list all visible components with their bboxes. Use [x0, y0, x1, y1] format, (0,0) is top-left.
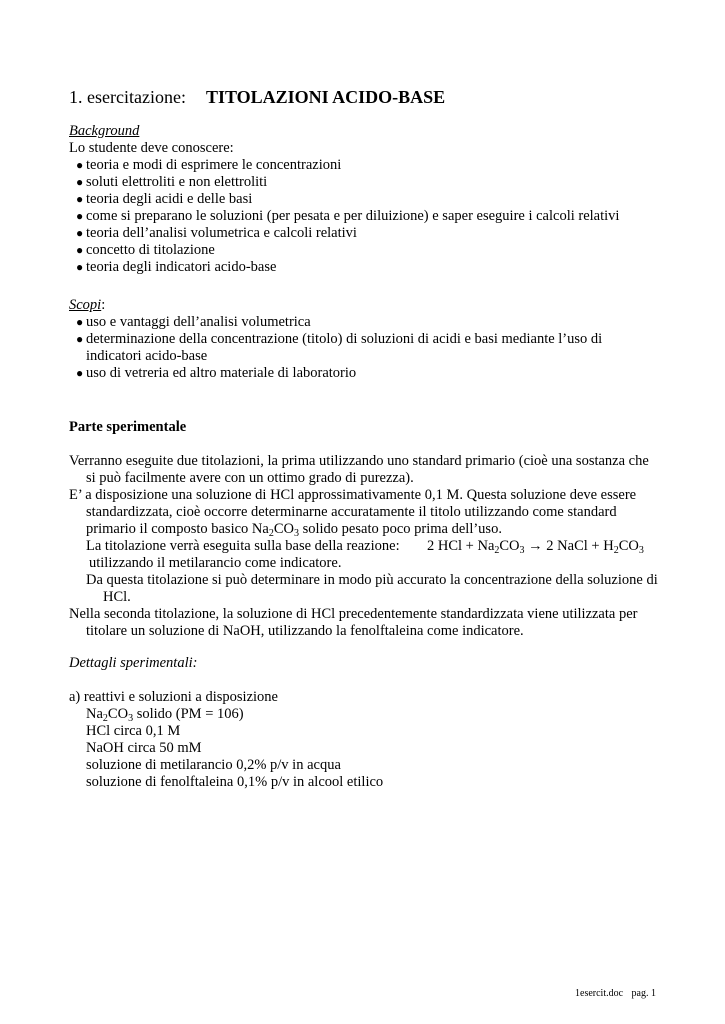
scopi-heading: Scopi: [69, 297, 106, 313]
background-section [69, 123, 669, 276]
reaction-intro: La titolazione verrà eseguita sulla base della reazione: [86, 538, 400, 554]
paragraph-2: E’ a disposizione una soluzione di HCl approssimativamente 0,1 M. Questa soluzione deve essere standardizzata, cioè occorre determinarne accuratamente il titolo utilizzando come standard primario il composto basico $Na_2CO_3$ solido pesato poco prima dell’uso. [69, 487, 637, 539]
list-item: ● teoria dell’analisi volumetrica e calcoli relativi [76, 225, 357, 241]
list-item: ● concetto di titolazione [76, 242, 215, 258]
reaction-line [69, 538, 659, 555]
arrow-icon: → [524, 538, 547, 554]
background-intro: Lo studente deve conoscere: [69, 140, 234, 156]
parte-heading: Parte sperimentale [69, 419, 187, 435]
scopi-section [69, 297, 669, 382]
page-footer [575, 985, 656, 1002]
dettagli-heading-block [69, 655, 669, 672]
bullet-icon: ● [76, 243, 84, 257]
reagent-item: $Na_2CO_3$ solido (PM = 106) [86, 706, 244, 724]
list-item: ● determinazione della concentrazione (titolo) di soluzioni di acidi e basi mediante l’uso di indicatori acido-base [76, 331, 603, 364]
list-item: ● uso di vetreria ed altro materiale di laboratorio [76, 365, 357, 381]
bullet-icon: ● [76, 209, 84, 223]
reagent-item: HCl circa 0,1 M [86, 723, 181, 739]
dettagli-heading: Dettagli sperimentali: [69, 655, 198, 671]
list-item: ● uso e vantaggi dell’analisi volumetrica [76, 314, 311, 330]
reaction-indicator: utilizzando il metilarancio come indicatore. [89, 555, 342, 571]
bullet-icon: ● [76, 192, 84, 206]
list-item: ● teoria e modi di esprimere le concentrazioni [76, 157, 342, 173]
paragraph-1: Verranno eseguite due titolazioni, la prima utilizzando uno standard primario (cioè una sostanza che si può facilmente avere con un ottimo grado di purezza). [69, 453, 649, 486]
bullet-icon: ● [76, 332, 84, 346]
bullet-icon: ● [76, 158, 84, 172]
reagent-item: soluzione di fenolftaleina 0,1% p/v in alcool etilico [86, 774, 384, 790]
page-title [69, 86, 445, 108]
footer-filename: 1esercit.doc [575, 988, 624, 999]
reagent-item: NaOH circa 50 mM [86, 740, 202, 756]
bullet-icon: ● [76, 175, 84, 189]
paragraph-4: Da questa titolazione si può determinare in modo più accurato la concentrazione della soluzione di HCl. [86, 572, 658, 605]
reagent-item: soluzione di metilarancio 0,2% p/v in acqua [86, 757, 341, 773]
paragraph-5: Nella seconda titolazione, la soluzione di HCl precedentemente standardizzata viene utilizzata per titolare un soluzione di NaOH, utilizzando la fenolftaleina come indicatore. [69, 606, 638, 639]
list-item: ● teoria degli acidi e delle basi [76, 191, 253, 207]
list-item: ● come si preparano le soluzioni (per pesata e per diluizione) e saper eseguire i calcoli relativi [76, 208, 620, 224]
footer-page-number: pag. 1 [631, 988, 656, 999]
background-list [69, 157, 669, 276]
bullet-icon: ● [76, 226, 84, 240]
background-heading: Background [69, 123, 140, 139]
bullet-icon: ● [76, 366, 84, 380]
bullet-icon: ● [76, 315, 84, 329]
dettagli-body [69, 689, 669, 791]
bullet-icon: ● [76, 260, 84, 274]
parte-body [69, 453, 659, 640]
reaction-equation: 2 HCl + $Na_2CO_3 \to 2$ NaCl + $H_2CO_3$ [427, 538, 644, 556]
exercise-number: 1. esercitazione: [69, 87, 186, 107]
list-item: ● soluti elettroliti e non elettroliti [76, 174, 268, 190]
scopi-list [69, 314, 669, 382]
exercise-heading: TITOLAZIONI ACIDO-BASE [205, 87, 446, 107]
reagents-label: a) reattivi e soluzioni a disposizione [69, 689, 278, 705]
list-item: ● teoria degli indicatori acido-base [76, 259, 277, 275]
parte-heading-block [69, 419, 669, 436]
